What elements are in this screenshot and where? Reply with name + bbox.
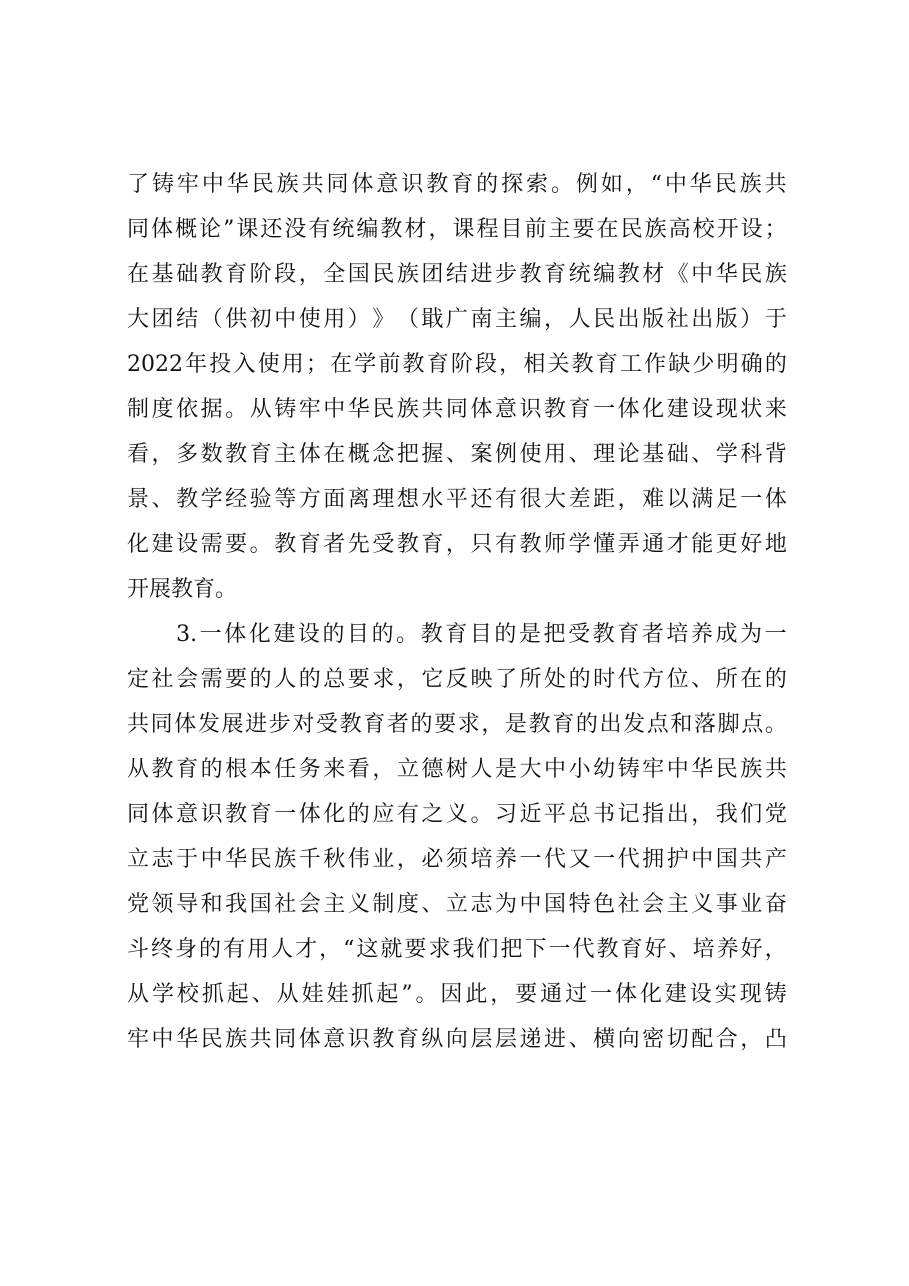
text-line: 看 ， 多 数 教 育 主 体 在 概 念 把 握 、 案 例 使 用 、 理 论 基 础 、 学 科 背	[127, 442, 787, 467]
text-line: 立 志 于 中 华 民 族 千 秋 伟 业 ， 必 须 培 养 一 代 又 一 代 拥 护 中 国 共 产	[127, 847, 787, 872]
text-line: 化 建 设 需 要 。 教 育 者 先 受 教 育 ， 只 有 教 师 学 懂 弄 通 才 能 更 好 地	[127, 532, 787, 557]
text-line: 2022 年 投 入 使 用 ； 在 学 前 教 育 阶 段 ， 相 关 教 育 工 作 缺 少 明 确 的	[127, 352, 787, 377]
text-line: 制 度 依 据 。 从 铸 牢 中 华 民 族 共 同 体 意 识 教 育 一 体 化 建 设 现 状 来	[127, 397, 787, 422]
text-line: 了 铸 牢 中 华 民 族 共 同 体 意 识 教 育 的 探 索 。 例 如 ， “ 中 华 民 族 共	[127, 172, 787, 197]
body-text	[127, 162, 787, 1062]
text-line: 定 社 会 需 要 的 人 的 总 要 求 ， 它 反 映 了 所 处 的 时 代 方 位 、 所 在 的	[127, 667, 787, 692]
text-line: 从 教 育 的 根 本 任 务 来 看 ， 立 德 树 人 是 大 中 小 幼 铸 牢 中 华 民 族 共	[127, 757, 787, 782]
text-line: 景 、 教 学 经 验 等 方 面 离 理 想 水 平 还 有 很 大 差 距 ， 难 以 满 足 一 体	[127, 487, 787, 512]
text-line: 3. 一 体 化 建 设 的 目 的 。 教 育 目 的 是 把 受 教 育 者 培 养 成 为 一	[176, 622, 787, 647]
text-line: 在 基 础 教 育 阶 段 ， 全 国 民 族 团 结 进 步 教 育 统 编 教 材 《 中 华 民 族	[127, 262, 787, 287]
text-line: 从 学 校 抓 起 、 从 娃 娃 抓 起 ” 。 因 此 ， 要 通 过 一 体 化 建 设 实 现 铸	[127, 982, 787, 1007]
text-line: 同 体 概 论 ” 课 还 没 有 统 编 教 材 ， 课 程 目 前 主 要 在 民 族 高 校 开 设 ；	[127, 217, 787, 242]
text-line: 党 领 导 和 我 国 社 会 主 义 制 度 、 立 志 为 中 国 特 色 社 会 主 义 事 业 奋	[127, 892, 787, 917]
text-line: 同 体 意 识 教 育 一 体 化 的 应 有 之 义 。 习 近 平 总 书 记 指 出 ， 我 们 党	[127, 802, 787, 827]
text-line: 开展教育。	[127, 577, 238, 602]
text-line: 共 同 体 发 展 进 步 对 受 教 育 者 的 要 求 ， 是 教 育 的 出 发 点 和 落 脚 点 。	[127, 712, 787, 737]
text-line: 斗 终 身 的 有 用 人 才 ， “ 这 就 要 求 我 们 把 下 一 代 教 育 好 、 培 养 好 ，	[127, 937, 787, 962]
text-line: 大 团 结 （ 供 初 中 使 用 ） 》 （ 戢 广 南 主 编 ， 人 民 出 版 社 出 版 ） 于	[127, 307, 787, 332]
text-line: 牢 中 华 民 族 共 同 体 意 识 教 育 纵 向 层 层 递 进 、 横 向 密 切 配 合 ， 凸	[127, 1027, 787, 1052]
